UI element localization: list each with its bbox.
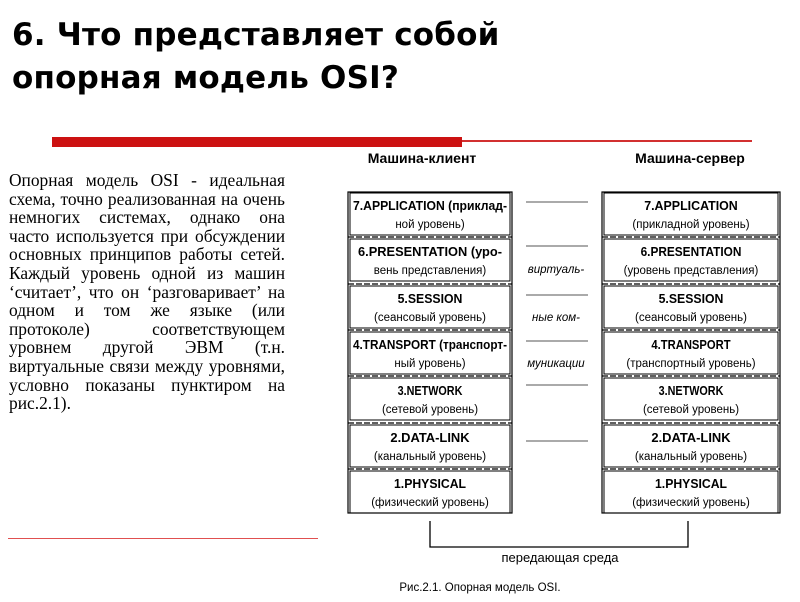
client-layer-1-desc: (физический уровень) (371, 497, 489, 509)
client-column-label: Машина-клиент (367, 150, 477, 166)
figure-caption: Рис.2.1. Опорная модель OSI. (399, 582, 561, 594)
slide-title (12, 14, 652, 100)
transmission-medium-line (430, 521, 688, 547)
server-layer-1-desc: (физический уровень) (632, 497, 750, 509)
body-text (9, 171, 285, 413)
client-layer-2-desc: (канальный уровень) (373, 451, 487, 463)
virtual-label-line-2: ные ком- (532, 312, 580, 324)
client-layer-3-name: 3.NETWORK (397, 383, 463, 398)
server-layer-6-name: 6.PRESENTATION (640, 244, 742, 259)
server-layer-3-desc: (сетевой уровень) (642, 404, 740, 416)
server-layer-5-desc: (сеансовый уровень) (635, 312, 747, 324)
virtual-label-line-1: виртуаль- (527, 264, 585, 276)
slide-title-line-2: опорная модель OSI? (12, 60, 400, 96)
server-stack (602, 192, 780, 513)
slide-title-line-1: 6. Что представляет собой (12, 17, 500, 53)
server-layer-7-desc: (прикладной уровень) (632, 219, 750, 231)
server-layer-1-name: 1.PHYSICAL (655, 476, 728, 491)
server-column-label: Машина-сервер (635, 150, 745, 166)
client-layer-4-desc: ный уровень) (394, 358, 466, 370)
bottom-divider-line (8, 538, 318, 539)
server-layer-4-name: 4.TRANSPORT (651, 337, 731, 352)
osi-figure (330, 145, 792, 597)
server-layer-3-name: 3.NETWORK (658, 383, 724, 398)
body-paragraph: Опорная модель OSI - идеальная схема, точно реализованная на очень немногих системах, однако она часто используется при обсуждении основных принципов работы сетей. Каждый уровень одной из машин ‘считает’, что он ‘разговаривает’ на одном и том же языке (или протоколе) соответствующем уровнем другой ЭВМ (т.н. виртуальные связи между уровнями, условно показаны пунктиром на рис.2.1). (9, 170, 285, 414)
client-layer-3-desc: (сетевой уровень) (381, 404, 479, 416)
client-layer-6-desc: вень представления) (373, 265, 487, 277)
client-stack (348, 192, 512, 513)
virtual-label-line-3: муникации (527, 358, 585, 370)
client-layer-5-desc: (сеансовый уровень) (374, 312, 486, 324)
client-layer-2-name: 2.DATA-LINK (390, 430, 471, 445)
medium-label: передающая среда (501, 550, 619, 565)
server-layer-6-desc: (уровень представления) (623, 265, 759, 277)
client-stack-frame (348, 192, 512, 513)
thin-divider-line (462, 140, 752, 142)
server-layer-2-name: 2.DATA-LINK (651, 430, 732, 445)
client-layer-7-desc: ной уровень) (395, 219, 465, 231)
server-layer-7-name: 7.APPLICATION (644, 198, 738, 213)
client-layer-1-name: 1.PHYSICAL (394, 476, 467, 491)
server-layer-2-desc: (канальный уровень) (634, 451, 748, 463)
client-layer-4-name: 4.TRANSPORT (транспорт- (353, 337, 507, 352)
client-layer-5-name: 5.SESSION (397, 291, 463, 306)
client-layer-7-name: 7.APPLICATION (приклад- (353, 198, 507, 213)
server-stack-frame (602, 192, 780, 513)
server-layer-5-name: 5.SESSION (658, 291, 724, 306)
client-layer-6-name: 6.PRESENTATION (уро- (358, 244, 502, 259)
server-layer-4-desc: (транспортный уровень) (626, 358, 756, 370)
